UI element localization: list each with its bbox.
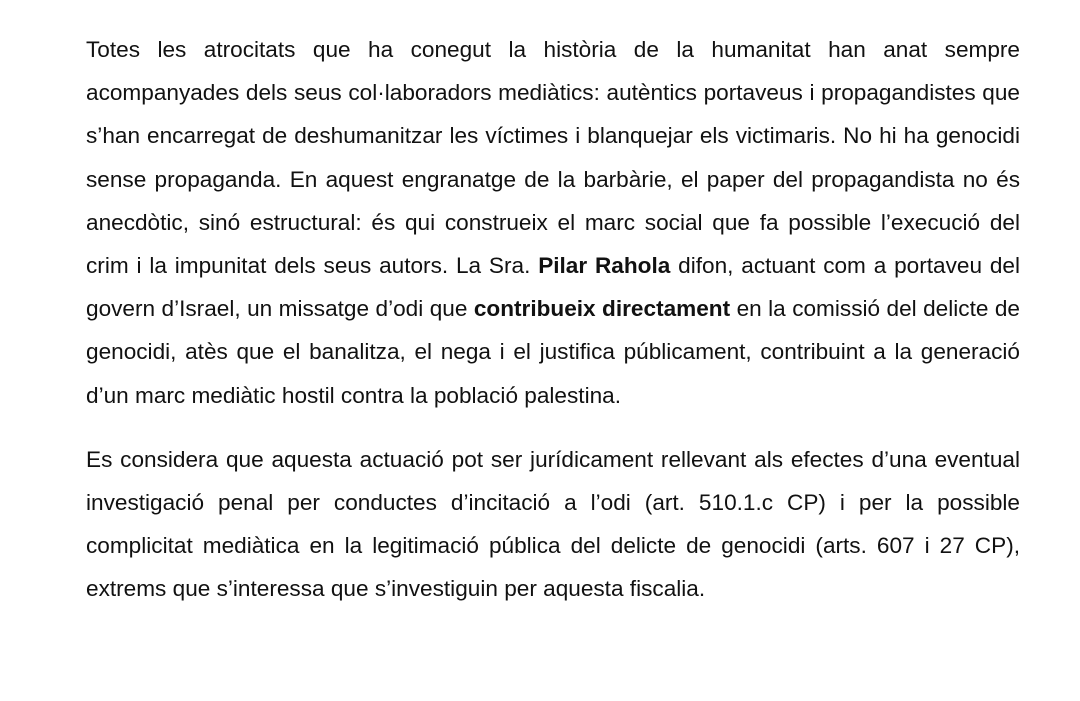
text-segment: Totes les atrocitats que ha conegut la història de la humanitat han anat sempre acompanyades dels seus col·laboradors mediàtics: autèntics portaveus i propagandistes que s’han encarregat de deshumanitzar les víctimes i blanquejar els victimaris. No hi ha genocidi sense propaganda. En aquest engranatge de la barbàrie, el paper del propagandista no és anecdòtic, sinó estructural: és qui construeix el marc social que fa possible l’execució del crim i la impunitat dels seus autors. La Sra. xyxy=(86,37,1020,279)
text-segment: en la comissió del delicte de genocidi, atès que el banalitza, el nega i el justifica públicament, contribuint a la generació d’un marc mediàtic hostil contra la població palestina. xyxy=(86,296,1020,408)
paragraph-1 xyxy=(86,28,1020,417)
emphasis-contribueix-directament: contribueix directament xyxy=(473,296,731,322)
paragraph-2 xyxy=(86,438,1020,611)
document-body xyxy=(86,28,1020,611)
text-segment: difon, actuant com a portaveu del govern d’Israel, un missatge d’odi que xyxy=(86,253,1020,322)
text-segment: Es considera que aquesta actuació pot ser jurídicament rellevant als efectes d’una eventual investigació penal per conductes d’incitació a l’odi (art. 510.1.c CP) i per la possible complicitat mediàtica en la legitimació pública del delicte de genocidi (arts. 607 i 27 CP), extrems que s’interessa que s’investiguin per aquesta fiscalia. xyxy=(86,446,1020,602)
name-pilar-rahola: Pilar Rahola xyxy=(538,253,671,279)
